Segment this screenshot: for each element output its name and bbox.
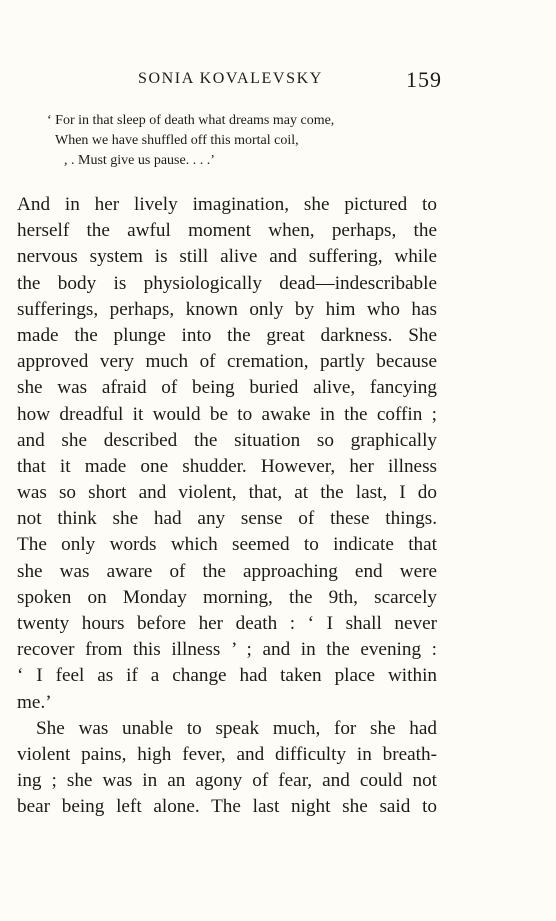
text-line: She was unable to speak much, for she had bbox=[36, 717, 437, 739]
verse-quotation bbox=[44, 111, 464, 171]
body-text bbox=[17, 192, 437, 821]
text-line: was so short and violent, that, at the last, I do bbox=[17, 482, 437, 504]
quote-line: , . Must give us pause. . . .’ bbox=[64, 153, 215, 168]
text-line: not think she had any sense of these things. bbox=[17, 508, 437, 530]
text-line: me.’ bbox=[17, 691, 52, 713]
running-title: SONIA KOVALEVSKY bbox=[138, 70, 323, 87]
text-line: The only words which seemed to indicate that bbox=[17, 534, 437, 556]
text-line: recover from this illness ’ ; and in the evening : bbox=[17, 639, 437, 661]
text-line: And in her lively imagination, she pictured to bbox=[17, 194, 437, 215]
quote-line: ‘ For in that sleep of death what dreams may come, bbox=[47, 113, 335, 128]
text-line: she was aware of the approaching end were bbox=[17, 560, 437, 582]
quote-line: When we have shuffled off this mortal coil, bbox=[55, 133, 299, 148]
text-line: ing ; she was in an agony of fear, and could not bbox=[17, 770, 437, 792]
text-line: herself the awful moment when, perhaps, the bbox=[17, 220, 437, 242]
text-line: the body is physiologically dead—indescribable bbox=[17, 272, 437, 294]
text-line: bear being left alone. The last night she said to bbox=[17, 796, 437, 818]
running-head bbox=[0, 67, 556, 92]
text-line: and she described the situation so graphically bbox=[17, 429, 437, 451]
text-line: approved very much of cremation, partly because bbox=[17, 351, 437, 373]
text-line: nervous system is still alive and suffering, while bbox=[17, 246, 437, 268]
text-line: sufferings, perhaps, known only by him who has bbox=[17, 298, 437, 320]
text-line: twenty hours before her death : ‘ I shall never bbox=[17, 613, 437, 634]
text-line: that it made one shudder. However, her illness bbox=[17, 455, 437, 477]
text-line: she was afraid of being buried alive, fancying bbox=[17, 377, 437, 399]
text-line: how dreadful it would be to awake in the coffin ; bbox=[17, 403, 437, 425]
text-line: violent pains, high fever, and difficulty in breath- bbox=[17, 743, 437, 765]
page-number: 159 bbox=[406, 67, 442, 92]
text-line: spoken on Monday morning, the 9th, scarcely bbox=[17, 586, 437, 608]
text-line: made the plunge into the great darkness. She bbox=[17, 324, 437, 346]
text-line: ‘ I feel as if a change had taken place within bbox=[17, 665, 437, 687]
